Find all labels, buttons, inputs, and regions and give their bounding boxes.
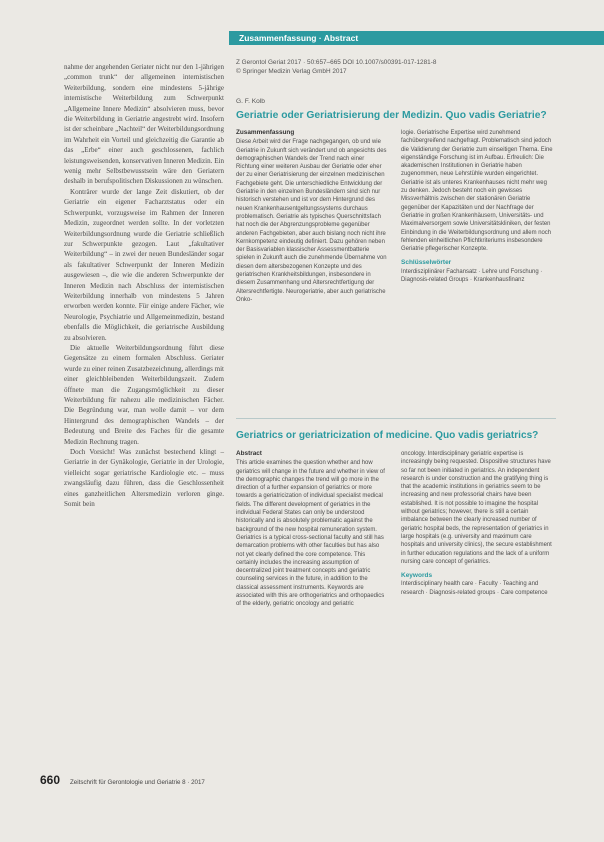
page-number: 660 xyxy=(40,773,61,787)
german-keywords: Interdisziplinärer Fachansatz · Lehre und Forschung · Diagnosis-related Groups · Krankenhausfinanz xyxy=(401,268,543,284)
german-abstract-col-1 xyxy=(236,129,389,304)
section-header-bar: Zusammenfassung · Abstract xyxy=(229,31,604,45)
english-keywords-heading: Keywords xyxy=(401,572,433,580)
english-abstract-col-2 xyxy=(401,450,554,609)
body-paragraph: Konträrer wurde der lange Zeit diskutiert, ob der Geriatrie ein eigener Facharztstatus oder ein Schwerpunkt, vorzugsweise im Rahmen der Inneren Medizin, zugeordnet werden sollte. In der vorletzten Weiterbildungsordnung wurde die Geriatrie schließlich zur Schwerpunkte gezogen. Laut „fakultativer Weiterbildung“ – in zwei der neuen Bundesländer sogar als fakultativer Schwerpunkt der Inneren Medizin ausgewiesen –, die wie die anderen Schwerpunkte der Inneren Medizin nach Abschluss der internistischen Weiterbildung innerhalb von mindestens 5 Jahren erworben werden konnte. Für einige andere Fächer, wie Neurologie, Psychiatrie und Allgemeinmedizin, bestand ebenfalls die Möglichkeit, die geriatrische Ausbildung zu absolvieren. xyxy=(64,187,224,342)
english-abstract-heading: Abstract xyxy=(236,450,262,457)
body-paragraph: nahme der angehenden Geriater nicht nur den 1-jährigen „common trunk“ der allgemeinen internistischen Weiterbildung, sondern eine mindestens 5-jährige internistische Weiterbildung zum Schwerpunkt „Allgemeine Innere Medizin“ absolvieren muss, bevor die Weiterbildung in Geriatrie angestrebt wird. Insofern ist der scheinbare „Nachteil“ der Weiterbildungsordnung im Wahrheit ein Vorteil und gleichzeitig die Garantie ab das „Erbe“ einer auch geschlossenen, fachlich leistungsweisenden, konservativen Inneren Medizin. Ein wenig mehr Selbstbewusstsein wäre den Geriatern deshalb in berufspolitischen Diskussionen zu wünschen. xyxy=(64,63,224,186)
article-meta xyxy=(236,58,556,76)
author-name: G. F. Kolb xyxy=(236,98,265,105)
english-abstract xyxy=(236,450,554,609)
body-paragraph: Die aktuelle Weiterbildungsordnung führt diese Gegensätze zu einem formalen Abschluss. Geriater wurde zu einer reinen Zusatzbezeichnung, allerdings mit einer gleichbleibenden Weiterbildungszeit. Zudem öffnete man die Zugangsmöglichkeit zu dieser Weiterbildung für nahezu alle medizinischen Fächer. Die Begründung war, man wolle damit – vor dem Hintergrund des demographischen Wandels – der Bedeutung und Breite des Faches für die gesamte Medizin Rechnung tragen. xyxy=(64,343,224,446)
section-divider xyxy=(236,418,556,419)
english-keywords: Interdisciplinary health care · Faculty · Teaching and research · Diagnosis-related groups · Care competence xyxy=(401,581,548,596)
english-title: Geriatrics or geriatricization of medicine. Quo vadis geriatrics? xyxy=(236,430,539,441)
german-title: Geriatrie oder Geriatrisierung der Medizin. Quo vadis Geriatrie? xyxy=(236,110,547,121)
german-abstract-text: logie. Geriatrische Expertise wird zunehmend fachübergreifend nachgefragt. Problematisch sind jedoch die Validierung der Geriatrie zum einseitigen Thema. Eine eigenständige Forschung ist im Aufbau. Erfreulich: Die akademischen Institutionen in Geriatrie haben zugenommen, neue Lehrstühle wurden eingerichtet. Geriatrie ist als unteres Krankenhauses nicht mehr weg zu denken. Jedoch besteht noch ein gewisses Missverhältnis zwischen der stationären Geriatrie gegenüber der Kapazitäten und der Nachfrage der Geriatrie in großen Krankenhäusern, Universitäts- und Maximalversorgern sowie Universitätskliniken, der festen Einbindung in die Weiterbildungsordnung und allem noch fehlenden einheitlichen Pflichtkriteriums insbesondere Geriatrie pflegerischer Konzepte. xyxy=(401,130,553,253)
german-keywords-heading: Schlüsselwörter xyxy=(401,259,452,267)
german-abstract-heading: Zusammenfassung xyxy=(236,129,295,136)
german-abstract xyxy=(236,129,554,304)
body-paragraph: Doch Vorsicht! Was zunächst bestechend klingt – Geriatrie in der Gynäkologie, Geriatrie in der Urologie, vielleicht sogar geriatrische Kardiologie etc. – muss zwangsläufig dazu führen, dass die Geschlossenheit eines ganzheitlichen Altersmedizin verloren ginge. Somit bein xyxy=(64,448,224,509)
doi-line: Z Gerontol Geriat 2017 · 50:657–665 DOI 10.1007/s00391-017-1281-8 xyxy=(236,59,437,66)
german-abstract-col-2 xyxy=(401,129,554,304)
german-abstract-text: Diese Arbeit wird der Frage nachgegangen, ob und wie Geriatrie in Zukunft sich verändert und ob angesichts des demographischen Wandels der Trend nach einer Richtung einer weiteren Ausbau der Geriatrie oder eher der zu einer Geriatrisierung der einzelnen medizinischen Fachgebiete geht. Die unterschiedliche Entwicklung der Geriatrie in den einzelnen Bundesländern sind sich nur historisch verstehen und ist vor dem Hintergrund des neuen Krankenhausentgeltungssystems durchaus problematisch. Geriatrie als typisches Querschnittsfach hat noch die der Abgrenzungsprobleme gegenüber anderen Fachgebieten, aber auch bislang noch nicht ihre Kernkompetenz eindeutig definiert. Dazu gehören neben der Basisvariablen klassischer Assessmentbatterie spielen in Zukunft auch die zunehmende Übernahme von diesen dem altersbezogenen Konzepte und des geriatrischen Krankheitsbildungen, insbesondere in diesem Zusammenhang und Altersrechtfertigung der Altersrechtfertigte. Neurogeriatrie, aber auch geriatrische Onko- xyxy=(236,139,387,303)
left-body-column xyxy=(64,62,224,509)
english-abstract-text: This article examines the question whether and how geriatrics will change in the future and whether in view of the demographic changes the trend will go more in the direction of a further expansion of geriatrics or more towards a geriatricization of individual specialist medical fields. The different development of geriatrics in the individual Federal States can only be understood historically and is absolutely problematic against the background of the new hospital remuneration system. Geriatrics is a typical cross-sectional faculty and still has demarcation problems with other faculties but has also not yet clearly defined the core competence. This certainly includes the increasing assumption of decentralized joint treatment concepts and geriatric counseling services in the future, in addition to the classical assessment instruments. Keywords are associated with this are orthogeriatrics and orthopaedics of the elderly, geriatric oncology and geriatric xyxy=(236,460,385,608)
journal-citation: Zeitschrift für Gerontologie und Geriatrie 8 · 2017 xyxy=(70,779,205,786)
copyright-line: © Springer Medizin Verlag GmbH 2017 xyxy=(236,68,347,75)
english-abstract-text: oncology. Interdisciplinary geriatric expertise is increasingly being requested. Dispositive structures have so far not been initiated in geriatrics. An independent research is under construction and the gratifying thing is that the academic institutions in geriatrics seem to be increasing and new professorial chairs have been established. It is not possible to imagine the hospital without geriatrics; however, there is still a certain imbalance between the clearly increased number of geriatric hospital beds, the representation of geriatrics in large hospitals (e.g. university and maximum care hospitals and university clinics), the secure establishment in further education regulations and the lack of a uniform nursing care concept of geriatrics. xyxy=(401,451,552,565)
page-footer xyxy=(40,773,205,787)
english-abstract-col-1 xyxy=(236,450,389,609)
